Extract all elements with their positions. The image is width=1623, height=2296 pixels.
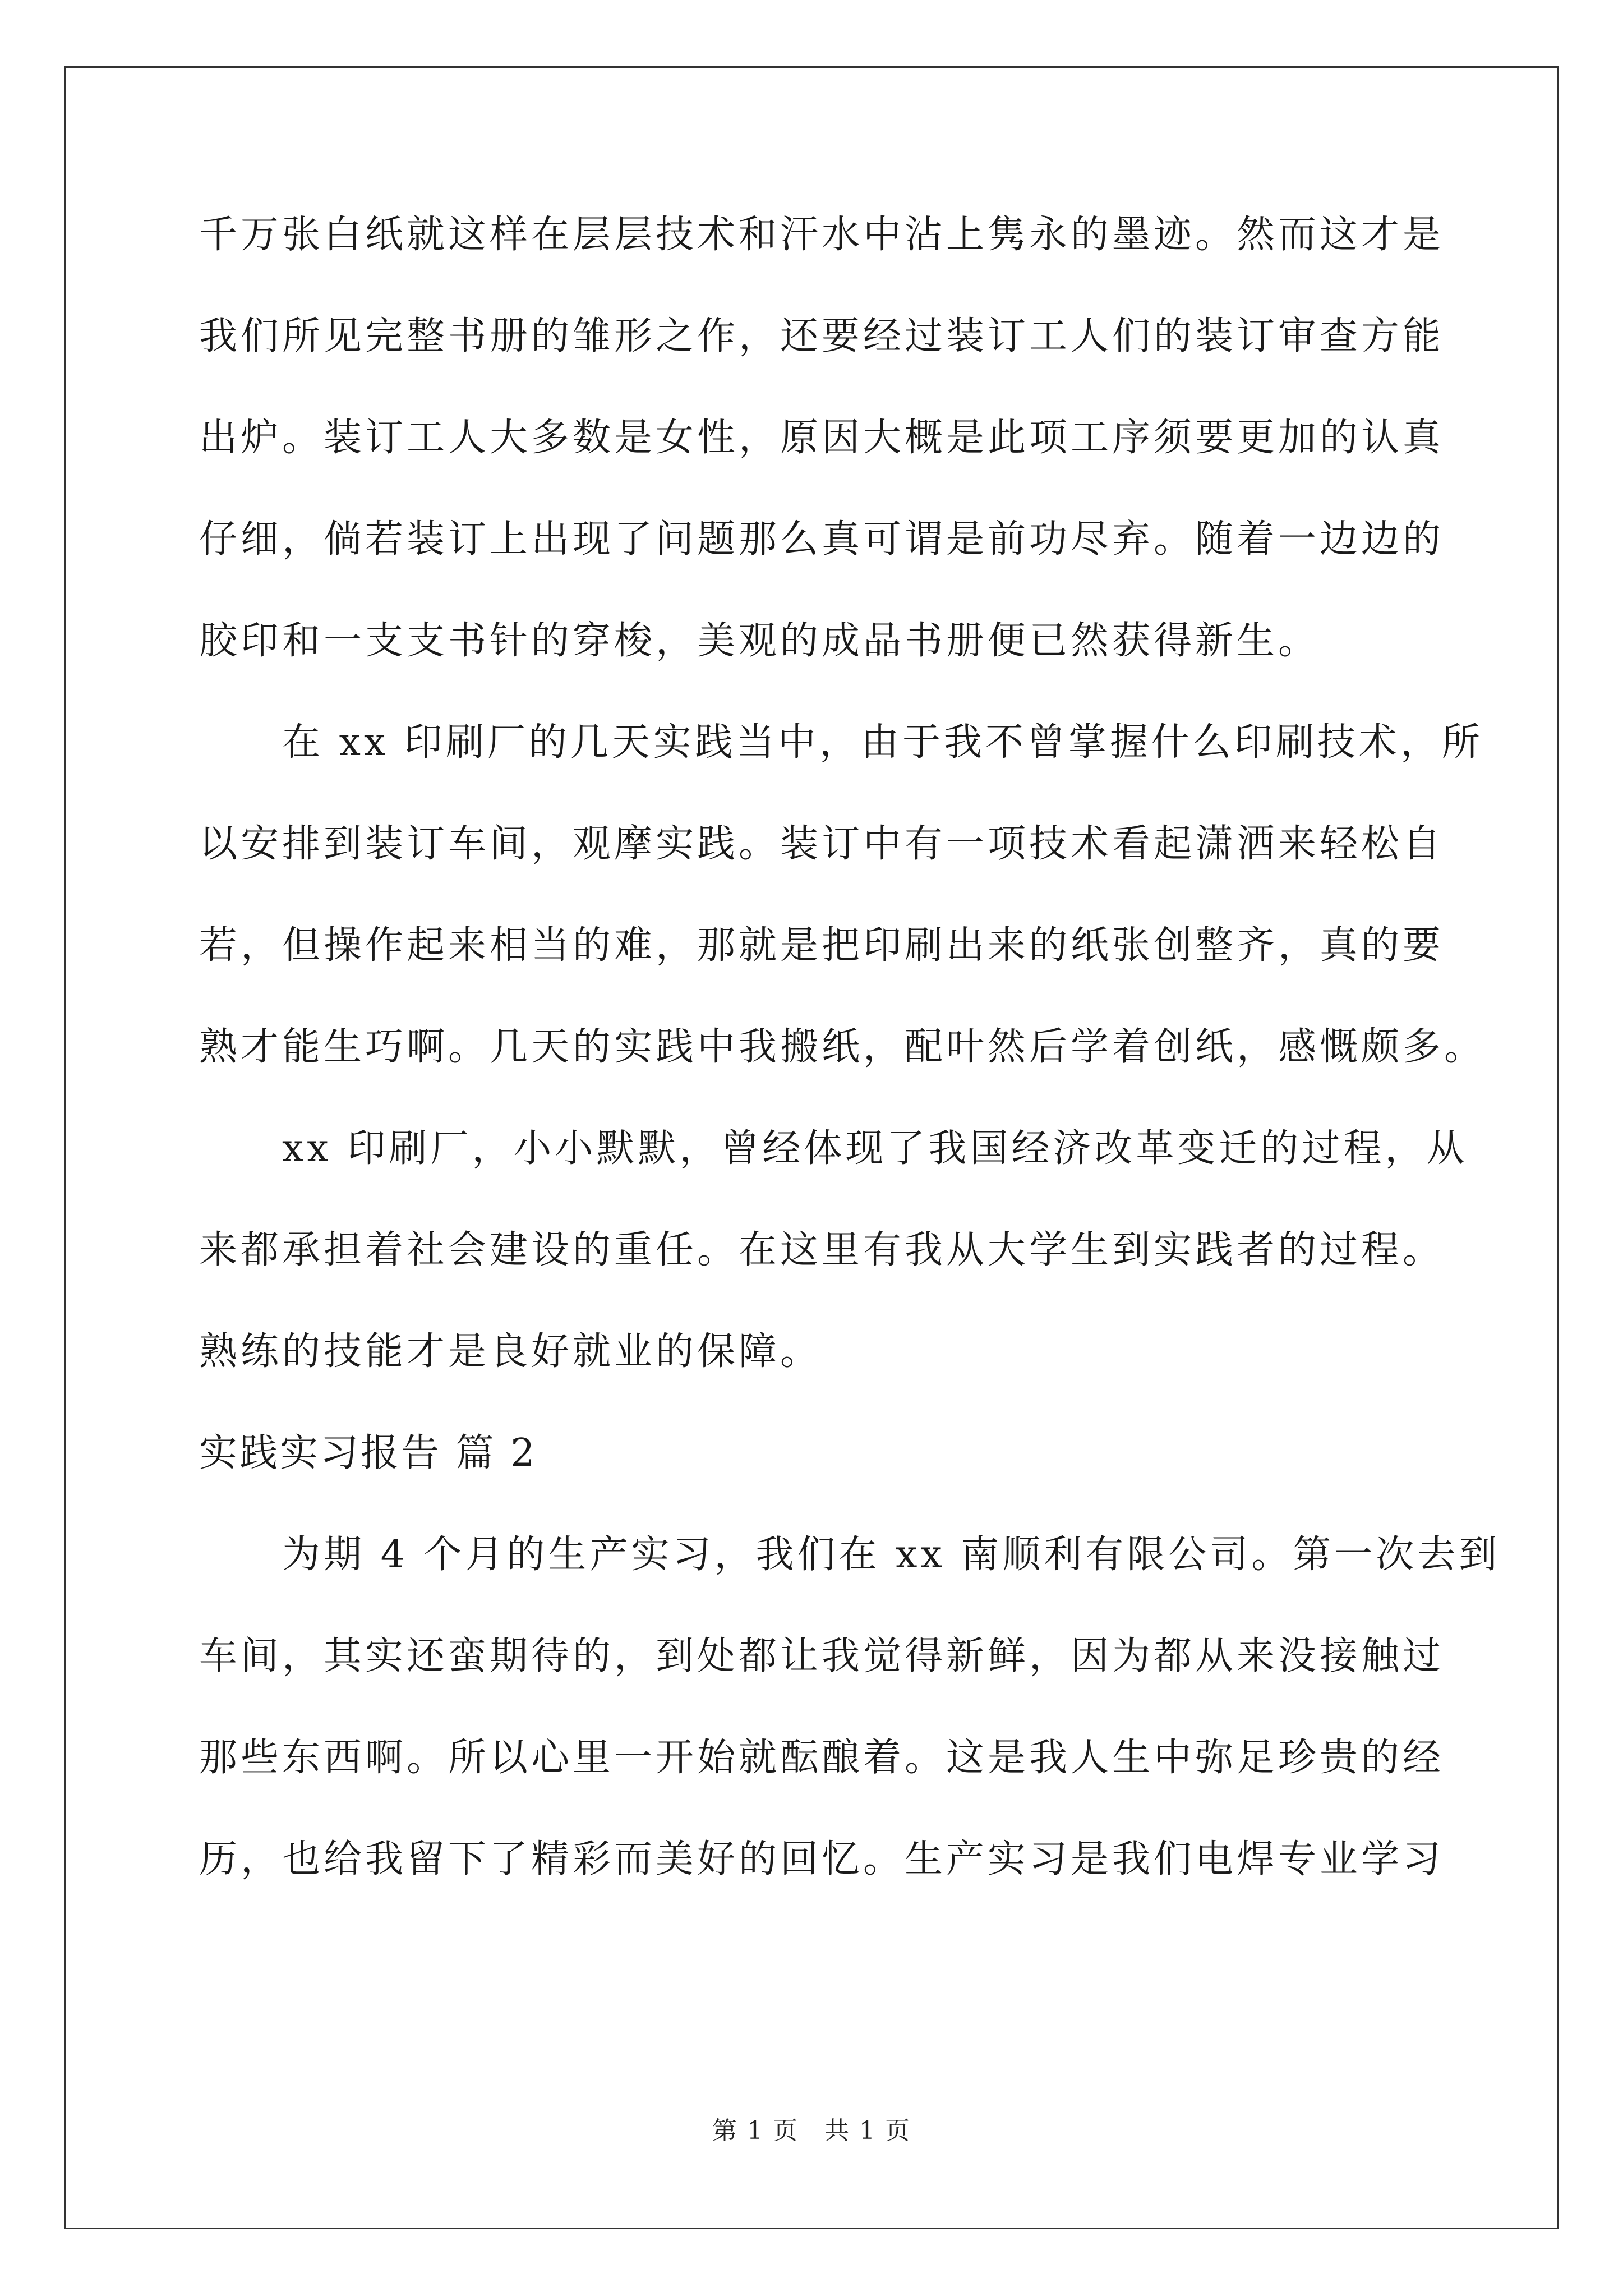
text-line: 来都承担着社会建设的重任。在这里有我从大学生到实践者的过程。 <box>199 1228 1445 1272</box>
text-line: 出炉。装订工人大多数是女性，原因大概是此项工序须要更加的认真 <box>199 416 1445 460</box>
text-line: 那些东西啊。所以心里一开始就酝酿着。这是我人生中弥足珍贵的经 <box>199 1736 1445 1780</box>
text-line: xx 印刷厂，小小默默，曾经体现了我国经济改革变迁的过程，从 <box>199 1126 1468 1171</box>
document-body <box>199 213 1501 1942</box>
text-line: 我们所见完整书册的雏形之作，还要经过装订工人们的装订审查方能 <box>199 314 1445 358</box>
text-line: 千万张白纸就这样在层层技术和汗水中沾上隽永的墨迹。然而这才是 <box>199 213 1445 257</box>
text-line: 在 xx 印刷厂的几天实践当中，由于我不曾掌握什么印刷技术，所 <box>199 720 1483 765</box>
text-line: 为期 4 个月的生产实习，我们在 xx 南顺利有限公司。第一次去到 <box>199 1533 1501 1577</box>
text-line: 车间，其实还蛮期待的，到处都让我觉得新鲜，因为都从来没接触过 <box>199 1634 1445 1678</box>
section-heading: 实践实习报告 篇 2 <box>199 1431 537 1475</box>
text-line: 历，也给我留下了精彩而美好的回忆。生产实习是我们电焊专业学习 <box>199 1837 1445 1881</box>
page-footer: 第 1 页 共 1 页 <box>712 2116 911 2145</box>
text-line: 若，但操作起来相当的难，那就是把印刷出来的纸张创整齐，真的要 <box>199 923 1445 968</box>
text-line: 仔细，倘若装订上出现了问题那么真可谓是前功尽弃。随着一边边的 <box>199 517 1445 562</box>
text-line: 胶印和一支支书针的穿梭，美观的成品书册便已然获得新生。 <box>199 619 1320 663</box>
text-line: 熟才能生巧啊。几天的实践中我搬纸，配叶然后学着创纸，感慨颇多。 <box>199 1025 1486 1069</box>
text-line: 熟练的技能才是良好就业的保障。 <box>199 1329 822 1374</box>
text-line: 以安排到装订车间，观摩实践。装订中有一项技术看起潇洒来轻松自 <box>199 822 1445 866</box>
